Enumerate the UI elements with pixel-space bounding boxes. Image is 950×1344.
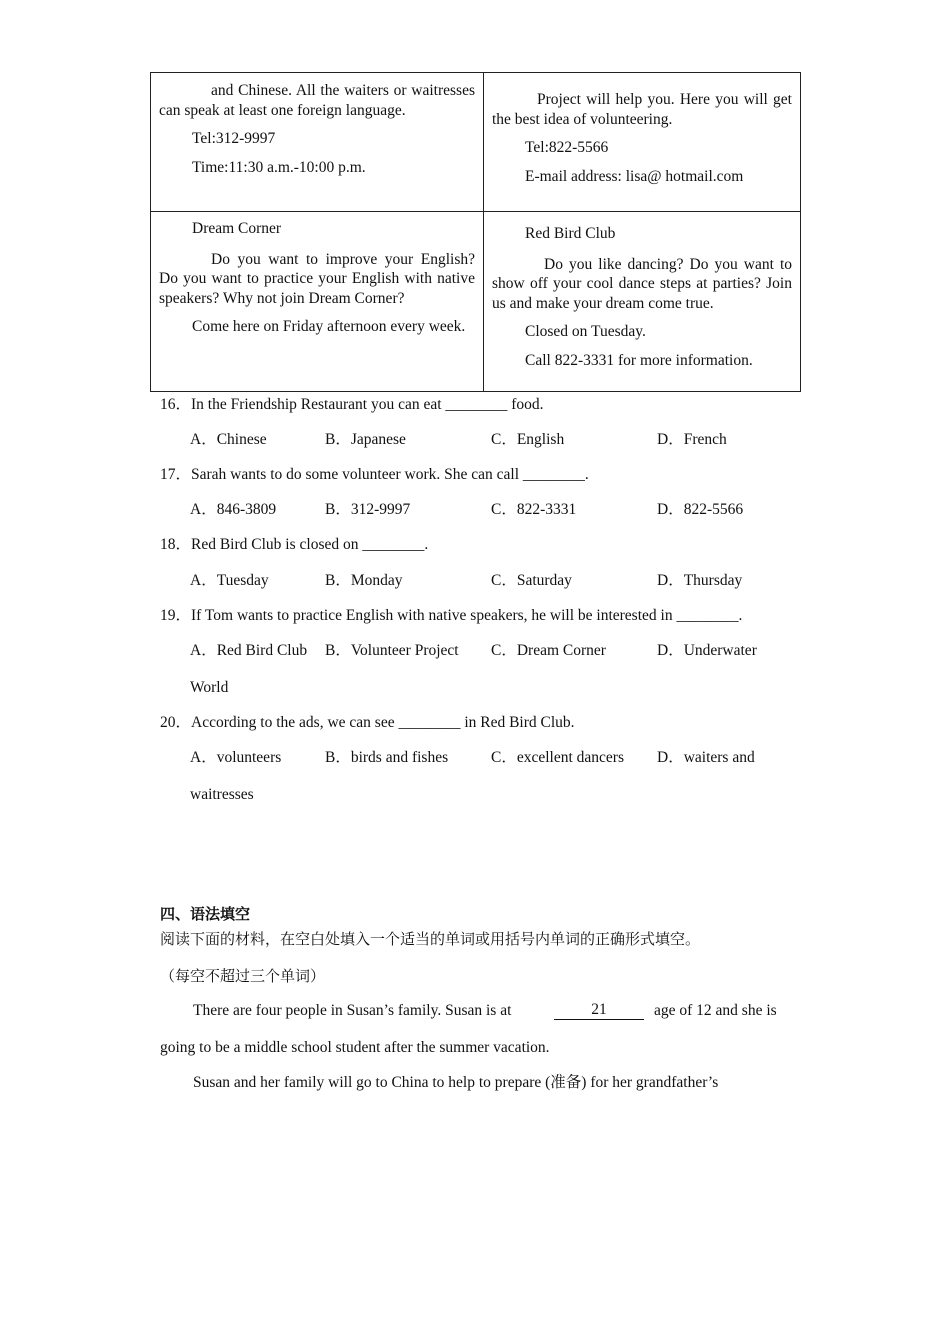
option-d[interactable]: D．822-5566 [657, 501, 744, 518]
passage-line-3: Susan and her family will go to China to help to prepare (准备) for her grandfather’s [193, 1074, 719, 1091]
option-b[interactable]: B．Volunteer Project [325, 642, 459, 659]
ad-dream-corner [151, 212, 484, 392]
blank-number: 21 [591, 1001, 607, 1018]
ad-text: Do you want to improve your English? Do you want to practice your English with native speakers? Why not join Dream Corner? [159, 250, 475, 307]
option-b[interactable]: B．312-9997 [325, 501, 411, 518]
ads-table [150, 72, 801, 392]
question-17: 17．Sarah wants to do some volunteer work. She can call ________. [160, 466, 589, 483]
blank-21[interactable] [554, 1001, 644, 1020]
passage-line-2: going to be a middle school student after the summer vacation. [160, 1039, 550, 1056]
ad-red-bird-club [484, 212, 801, 392]
option-d[interactable]: D．Underwater [657, 642, 757, 659]
section-note: （每空不超过三个单词） [160, 967, 326, 985]
option-b[interactable]: B．Japanese [325, 431, 406, 448]
question-19: 19．If Tom wants to practice English with native speakers, he will be interested in ________. [160, 607, 743, 624]
option-c[interactable]: C．822-3331 [491, 501, 577, 518]
option-a[interactable]: A．Tuesday [190, 572, 269, 589]
ad-title: Dream Corner [192, 220, 282, 237]
ad-title: Red Bird Club [525, 225, 616, 242]
question-18: 18．Red Bird Club is closed on ________. [160, 536, 429, 553]
option-a[interactable]: A．846-3809 [190, 501, 277, 518]
passage-text: age of 12 and she is [654, 1002, 777, 1019]
option-c[interactable]: C．English [491, 431, 565, 448]
option-c[interactable]: C．Saturday [491, 572, 572, 589]
option-d[interactable]: D．Thursday [657, 572, 743, 589]
option-c[interactable]: C．Dream Corner [491, 642, 606, 659]
ad-tel: Tel:312-9997 [192, 130, 276, 147]
option-c[interactable]: C．excellent dancers [491, 749, 624, 766]
ad-time: Time:11:30 a.m.-10:00 p.m. [192, 158, 366, 176]
question-20: 20．According to the ads, we can see ________ in Red Bird Club. [160, 714, 575, 731]
option-b[interactable]: B．Monday [325, 572, 403, 589]
ad-text: Project will help you. Here you will get the best idea of volunteering. [492, 91, 792, 128]
ad-tel: Tel:822-5566 [525, 139, 609, 156]
question-16: 16．In the Friendship Restaurant you can eat ________ food. [160, 396, 544, 413]
passage-text: There are four people in Susan’s family. Susan is at [193, 1002, 512, 1019]
option-a[interactable]: A．Red Bird Club [190, 642, 308, 659]
ad-call: Call 822-3331 for more information. [525, 351, 753, 369]
option-d[interactable]: D．waiters and [657, 749, 755, 766]
option-d[interactable]: D．French [657, 431, 727, 448]
ad-email: E-mail address: lisa@ hotmail.com [525, 167, 744, 185]
ad-volunteer-project-cont [484, 73, 801, 212]
section-instruction: 阅读下面的材料，在空白处填入一个适当的单词或用括号内单词的正确形式填空。 [160, 930, 701, 948]
option-a[interactable]: A．Chinese [190, 431, 267, 448]
option-b[interactable]: B．birds and fishes [325, 749, 449, 766]
option-d-wrap: waitresses [190, 786, 254, 803]
ad-time: Come here on Friday afternoon every week. [192, 318, 466, 335]
ad-text: Do you like dancing? Do you want to show off your cool dance steps at parties? Join us and make your dream come true. [492, 255, 792, 312]
ad-text: and Chinese. All the waiters or waitresses can speak at least one foreign language. [159, 82, 475, 119]
option-a[interactable]: A．volunteers [190, 749, 282, 766]
ad-friendship-restaurant-cont [151, 73, 484, 212]
option-d-wrap: World [190, 679, 229, 696]
section-heading: 四、语法填空 [160, 905, 251, 923]
ad-closed: Closed on Tuesday. [525, 323, 646, 340]
